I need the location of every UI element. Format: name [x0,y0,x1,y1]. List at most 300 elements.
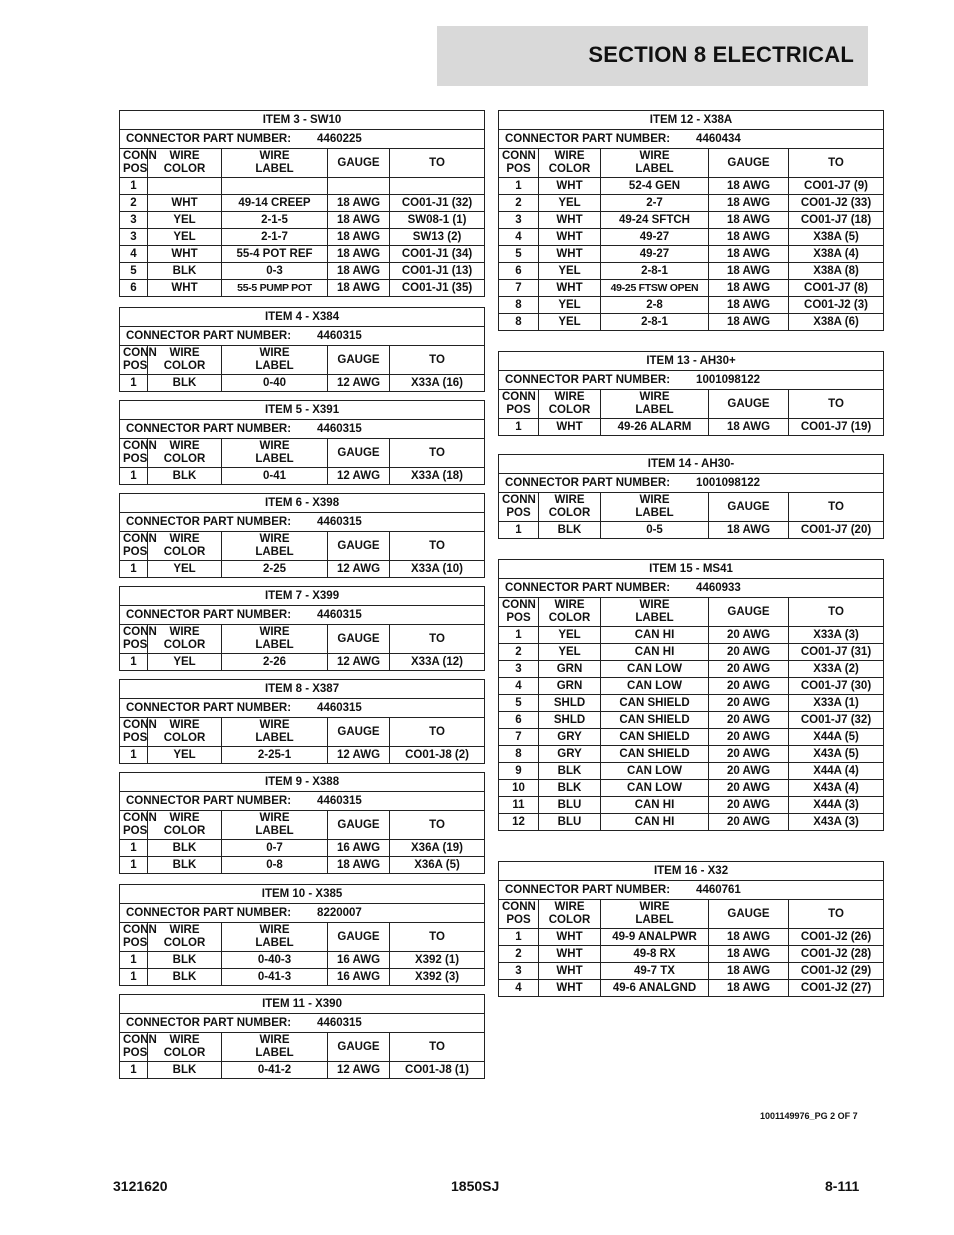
gauge: 18 AWG [709,929,789,946]
header-wire-color [148,439,222,468]
conn-pos: 1 [120,178,148,195]
to: CO01-J8 (2) [390,747,485,764]
header-wire-label [222,439,328,468]
table-row [499,229,884,246]
header-wire-label-line: WIRE [639,391,670,403]
to: X392 (3) [390,969,485,986]
to: X33A (1) [789,695,884,712]
header-wire-label [222,923,328,952]
connector-part-number: 4460933 [696,582,741,594]
connector-part-number: 4460225 [317,133,362,145]
table-title-row [499,352,884,371]
header-conn-pos-line: POS [123,825,148,837]
conn-pos: 4 [499,980,539,997]
table-title: ITEM 14 - AH30- [499,455,884,474]
header-wire-color [539,598,601,627]
wire-color: WHT [539,246,601,263]
connector-table [498,559,884,831]
to: X44A (3) [789,797,884,814]
to: X33A (10) [390,561,485,578]
conn-pos: 9 [499,763,539,780]
header-wire-label-line: WIRE [259,150,290,162]
header-wire-label [222,1033,328,1062]
table-title: ITEM 13 - AH30+ [499,352,884,371]
header-conn-pos [120,532,157,561]
header-to: TO [390,346,485,375]
table-title-row [499,111,884,130]
wire-label: 2-25 [222,561,328,578]
gauge: 16 AWG [328,952,390,969]
connector-part-label: CONNECTOR PART NUMBER: [126,907,292,919]
to: X33A (16) [390,375,485,392]
connector-part-cell [499,579,884,598]
table-row [120,468,485,485]
header-wire-label-line: LABEL [635,163,674,175]
header-wire-color-line: COLOR [548,612,591,624]
header-to: TO [789,390,884,419]
wire-label: 52-4 GEN [601,178,709,195]
wire-label: CAN HI [601,797,709,814]
connector-part-cell [120,792,485,811]
to: CO01-J2 (3) [789,297,884,314]
table-row [499,797,884,814]
conn-pos: 8 [499,746,539,763]
conn-pos: 5 [120,263,148,280]
header-conn-pos [120,811,157,840]
wire-color: BLU [539,797,601,814]
conn-pos: 1 [499,627,539,644]
table-title: ITEM 12 - X38A [499,111,884,130]
gauge: 18 AWG [328,195,390,212]
table-row [120,747,485,764]
table-row [499,627,884,644]
connector-part-number: 4460761 [696,884,741,896]
header-wire-color-line: COLOR [548,163,591,175]
wire-color: GRY [539,746,601,763]
left-table-column [119,110,484,1079]
conn-pos: 1 [120,840,148,857]
header-conn-pos-line: POS [506,507,531,519]
connector-part-label: CONNECTOR PART NUMBER: [505,133,671,145]
wire-color: YEL [148,654,222,671]
wire-color: WHT [148,246,222,263]
connector-table [498,351,884,436]
wire-color: SHLD [539,712,601,729]
footer-model: 1850SJ [451,1178,500,1194]
header-wire-label-line: WIRE [639,599,670,611]
gauge: 18 AWG [328,246,390,263]
header-wire-label [601,493,709,522]
table-title: ITEM 11 - X390 [120,995,485,1014]
gauge: 18 AWG [328,212,390,229]
column-header-row [499,493,884,522]
header-gauge: GAUGE [709,598,789,627]
wire-label: 0-41 [222,468,328,485]
wire-label: 49-6 ANALGND [601,980,709,997]
header-gauge: GAUGE [328,811,390,840]
header-wire-label-line: WIRE [639,494,670,506]
gauge: 12 AWG [328,1062,390,1079]
header-wire-label [222,149,328,178]
to: X44A (5) [789,729,884,746]
header-conn-pos-line: CONN [123,1034,157,1046]
wire-color [148,178,222,195]
conn-pos: 4 [499,229,539,246]
table-row [499,297,884,314]
wire-color: BLK [148,952,222,969]
gauge: 12 AWG [328,375,390,392]
gauge: 20 AWG [709,644,789,661]
header-wire-label-line: LABEL [635,914,674,926]
header-conn-pos-line: POS [506,612,531,624]
connector-part-row [499,474,884,493]
wire-label: 0-41-3 [222,969,328,986]
table-row [499,746,884,763]
wire-label: 55-5 PUMP POT [222,280,328,297]
connector-part-number: 4460315 [317,330,362,342]
table-row [120,229,485,246]
table-title: ITEM 9 - X388 [120,773,485,792]
wire-color: YEL [539,314,601,331]
gauge: 16 AWG [328,840,390,857]
header-conn-pos-line: POS [123,1047,148,1059]
connector-part-number: 8220007 [317,907,362,919]
wire-label: CAN LOW [601,780,709,797]
connector-part-number: 4460315 [317,423,362,435]
gauge: 20 AWG [709,712,789,729]
header-wire-color-line: COLOR [163,639,206,651]
header-gauge: GAUGE [709,149,789,178]
to: CO01-J1 (32) [390,195,485,212]
header-conn-pos [120,923,157,952]
header-to: TO [789,598,884,627]
gauge: 20 AWG [709,746,789,763]
wire-color: WHT [539,929,601,946]
header-wire-color [148,149,222,178]
wire-label: 0-40-3 [222,952,328,969]
gauge: 20 AWG [709,780,789,797]
table-title-row [120,308,485,327]
table-row [499,980,884,997]
gauge: 12 AWG [328,654,390,671]
header-conn-pos-line: CONN [502,391,536,403]
gauge: 18 AWG [709,229,789,246]
connector-part-row [120,904,485,923]
header-wire-color-line: COLOR [163,937,206,949]
connector-part-row [120,327,485,346]
gauge: 18 AWG [709,263,789,280]
conn-pos: 3 [499,212,539,229]
column-header-row [499,598,884,627]
gauge: 18 AWG [328,263,390,280]
table-title-row [120,773,485,792]
wire-label: 0-8 [222,857,328,874]
header-conn-pos-line: POS [506,914,531,926]
gauge: 18 AWG [709,980,789,997]
table-row [120,263,485,280]
connector-part-label: CONNECTOR PART NUMBER: [126,330,292,342]
wire-color: GRN [539,678,601,695]
connector-part-cell [120,513,485,532]
connector-part-row [120,1014,485,1033]
header-to: TO [390,439,485,468]
table-row [120,654,485,671]
to: CO01-J7 (32) [789,712,884,729]
table-title-row [499,455,884,474]
gauge: 18 AWG [328,280,390,297]
conn-pos: 2 [499,644,539,661]
wire-label: 49-8 RX [601,946,709,963]
table-title: ITEM 8 - X387 [120,680,485,699]
wire-label: 55-4 POT REF [222,246,328,263]
gauge: 18 AWG [328,857,390,874]
wire-color: BLK [148,375,222,392]
connector-part-row [120,513,485,532]
wire-color: BLK [148,857,222,874]
wire-color: BLK [539,522,601,539]
table-title: ITEM 7 - X399 [120,587,485,606]
connector-table [119,679,485,764]
to: X38A (4) [789,246,884,263]
header-wire-color-line: WIRE [169,440,200,452]
conn-pos: 3 [499,661,539,678]
header-conn-pos [499,149,539,178]
conn-pos: 1 [120,561,148,578]
table-row [120,969,485,986]
connector-part-cell [120,606,485,625]
wire-color: WHT [539,946,601,963]
wire-color: BLK [539,780,601,797]
header-wire-label-line: LABEL [635,404,674,416]
connector-part-row [499,579,884,598]
header-conn-pos [499,598,539,627]
connector-part-number: 4460315 [317,609,362,621]
header-conn-pos-line: CONN [502,150,536,162]
header-conn-pos-line: CONN [502,494,536,506]
header-wire-color-line: COLOR [548,914,591,926]
table-row [499,780,884,797]
table-title-row [120,111,485,130]
table-row [120,246,485,263]
table-row [499,280,884,297]
table-row [499,695,884,712]
header-wire-label [222,718,328,747]
header-conn-pos [120,625,157,654]
conn-pos: 1 [120,375,148,392]
wire-label: 2-26 [222,654,328,671]
header-wire-color [539,149,601,178]
header-gauge: GAUGE [328,923,390,952]
table-row [499,644,884,661]
header-conn-pos-line: CONN [123,626,157,638]
document-reference: 1001149976_PG 2 OF 7 [760,1111,858,1121]
table-row [499,195,884,212]
table-row [499,419,884,436]
header-wire-color-line: WIRE [554,901,585,913]
table-title-row [120,885,485,904]
connector-part-number: 1001098122 [696,374,761,386]
connector-part-cell [499,474,884,493]
connector-table [498,861,884,997]
header-wire-label-line: LABEL [255,1047,294,1059]
conn-pos: 2 [499,195,539,212]
table-row [120,857,485,874]
footer-doc-number: 3121620 [113,1178,168,1194]
table-row [499,314,884,331]
wire-label: 49-27 [601,229,709,246]
to: CO01-J2 (29) [789,963,884,980]
to: CO01-J1 (35) [390,280,485,297]
connector-part-row [120,792,485,811]
header-wire-label-line: WIRE [639,901,670,913]
column-header-row [120,439,485,468]
wire-color: WHT [539,229,601,246]
table-row [120,952,485,969]
to: CO01-J1 (13) [390,263,485,280]
conn-pos: 1 [499,929,539,946]
header-gauge: GAUGE [328,718,390,747]
connector-part-row [120,699,485,718]
wire-label: 0-5 [601,522,709,539]
header-conn-pos-line: POS [123,453,148,465]
connector-part-number: 4460315 [317,1017,362,1029]
header-wire-label [222,532,328,561]
header-to: TO [390,625,485,654]
wire-label: 49-24 SFTCH [601,212,709,229]
to: X43A (3) [789,814,884,831]
gauge: 18 AWG [709,246,789,263]
gauge: 16 AWG [328,969,390,986]
conn-pos: 11 [499,797,539,814]
conn-pos: 3 [499,963,539,980]
table-row [499,522,884,539]
wire-label: 2-7 [601,195,709,212]
gauge: 18 AWG [709,195,789,212]
wire-color: GRY [539,729,601,746]
table-row [499,712,884,729]
footer-page-number: 8-111 [825,1178,860,1194]
header-conn-pos-line: POS [123,546,148,558]
to: X38A (8) [789,263,884,280]
wire-label: CAN HI [601,814,709,831]
header-wire-label-line: WIRE [639,150,670,162]
header-to: TO [390,532,485,561]
table-title: ITEM 15 - MS41 [499,560,884,579]
connector-part-label: CONNECTOR PART NUMBER: [126,1017,292,1029]
wire-color: BLU [539,814,601,831]
connector-part-row [499,130,884,149]
connector-part-label: CONNECTOR PART NUMBER: [505,884,671,896]
to: CO01-J7 (18) [789,212,884,229]
header-wire-color [148,811,222,840]
section-header [437,26,868,86]
connector-part-row [120,420,485,439]
connector-part-label: CONNECTOR PART NUMBER: [505,477,671,489]
header-conn-pos-line: CONN [123,924,157,936]
wire-label: CAN SHIELD [601,712,709,729]
wire-label: 2-8-1 [601,314,709,331]
conn-pos: 10 [499,780,539,797]
connector-part-number: 4460315 [317,702,362,714]
gauge: 18 AWG [709,419,789,436]
header-wire-label-line: LABEL [635,612,674,624]
header-wire-color-line: COLOR [548,404,591,416]
connector-part-cell [499,371,884,390]
conn-pos: 7 [499,280,539,297]
header-wire-label-line: LABEL [255,453,294,465]
column-header-row [120,811,485,840]
conn-pos: 8 [499,297,539,314]
header-wire-color-line: WIRE [169,347,200,359]
wire-label: 49-9 ANALPWR [601,929,709,946]
gauge: 18 AWG [709,178,789,195]
wire-label: 49-7 TX [601,963,709,980]
connector-part-cell [120,420,485,439]
table-title-row [120,680,485,699]
header-wire-color-line: COLOR [548,507,591,519]
header-wire-label-line: LABEL [635,507,674,519]
connector-table [119,307,485,392]
wire-color: BLK [148,969,222,986]
table-title-row [120,995,485,1014]
wire-color: WHT [539,212,601,229]
header-gauge: GAUGE [709,493,789,522]
gauge: 12 AWG [328,561,390,578]
header-wire-label-line: LABEL [255,639,294,651]
wire-label: CAN LOW [601,661,709,678]
header-gauge: GAUGE [328,149,390,178]
wire-color: BLK [148,840,222,857]
wire-color: WHT [539,980,601,997]
table-title: ITEM 4 - X384 [120,308,485,327]
connector-table [498,454,884,539]
header-conn-pos-line: CONN [502,599,536,611]
connector-table [119,772,485,874]
header-wire-label-line: LABEL [255,360,294,372]
column-header-row [120,532,485,561]
wire-label: CAN LOW [601,763,709,780]
wire-color: WHT [539,280,601,297]
wire-color: YEL [148,229,222,246]
to: CO01-J8 (1) [390,1062,485,1079]
header-wire-label-line: WIRE [259,719,290,731]
connector-part-cell [499,881,884,900]
gauge: 20 AWG [709,763,789,780]
header-wire-label-line: WIRE [259,626,290,638]
header-conn-pos-line: POS [123,732,148,744]
header-wire-color-line: WIRE [554,599,585,611]
header-wire-color-line: WIRE [554,150,585,162]
wire-color: WHT [539,178,601,195]
connector-table [119,110,485,297]
wire-label: 49-25 FTSW OPEN [601,280,709,297]
header-wire-color [148,532,222,561]
column-header-row [120,625,485,654]
connector-part-row [499,881,884,900]
header-wire-color-line: WIRE [169,924,200,936]
conn-pos: 3 [120,212,148,229]
connector-table [119,884,485,986]
header-to: TO [789,900,884,929]
table-row [499,246,884,263]
header-wire-label-line: WIRE [259,1034,290,1046]
header-wire-color-line: WIRE [169,812,200,824]
header-conn-pos-line: CONN [502,901,536,913]
header-conn-pos [120,439,157,468]
conn-pos: 6 [499,263,539,280]
header-gauge: GAUGE [709,390,789,419]
connector-part-label: CONNECTOR PART NUMBER: [126,609,292,621]
